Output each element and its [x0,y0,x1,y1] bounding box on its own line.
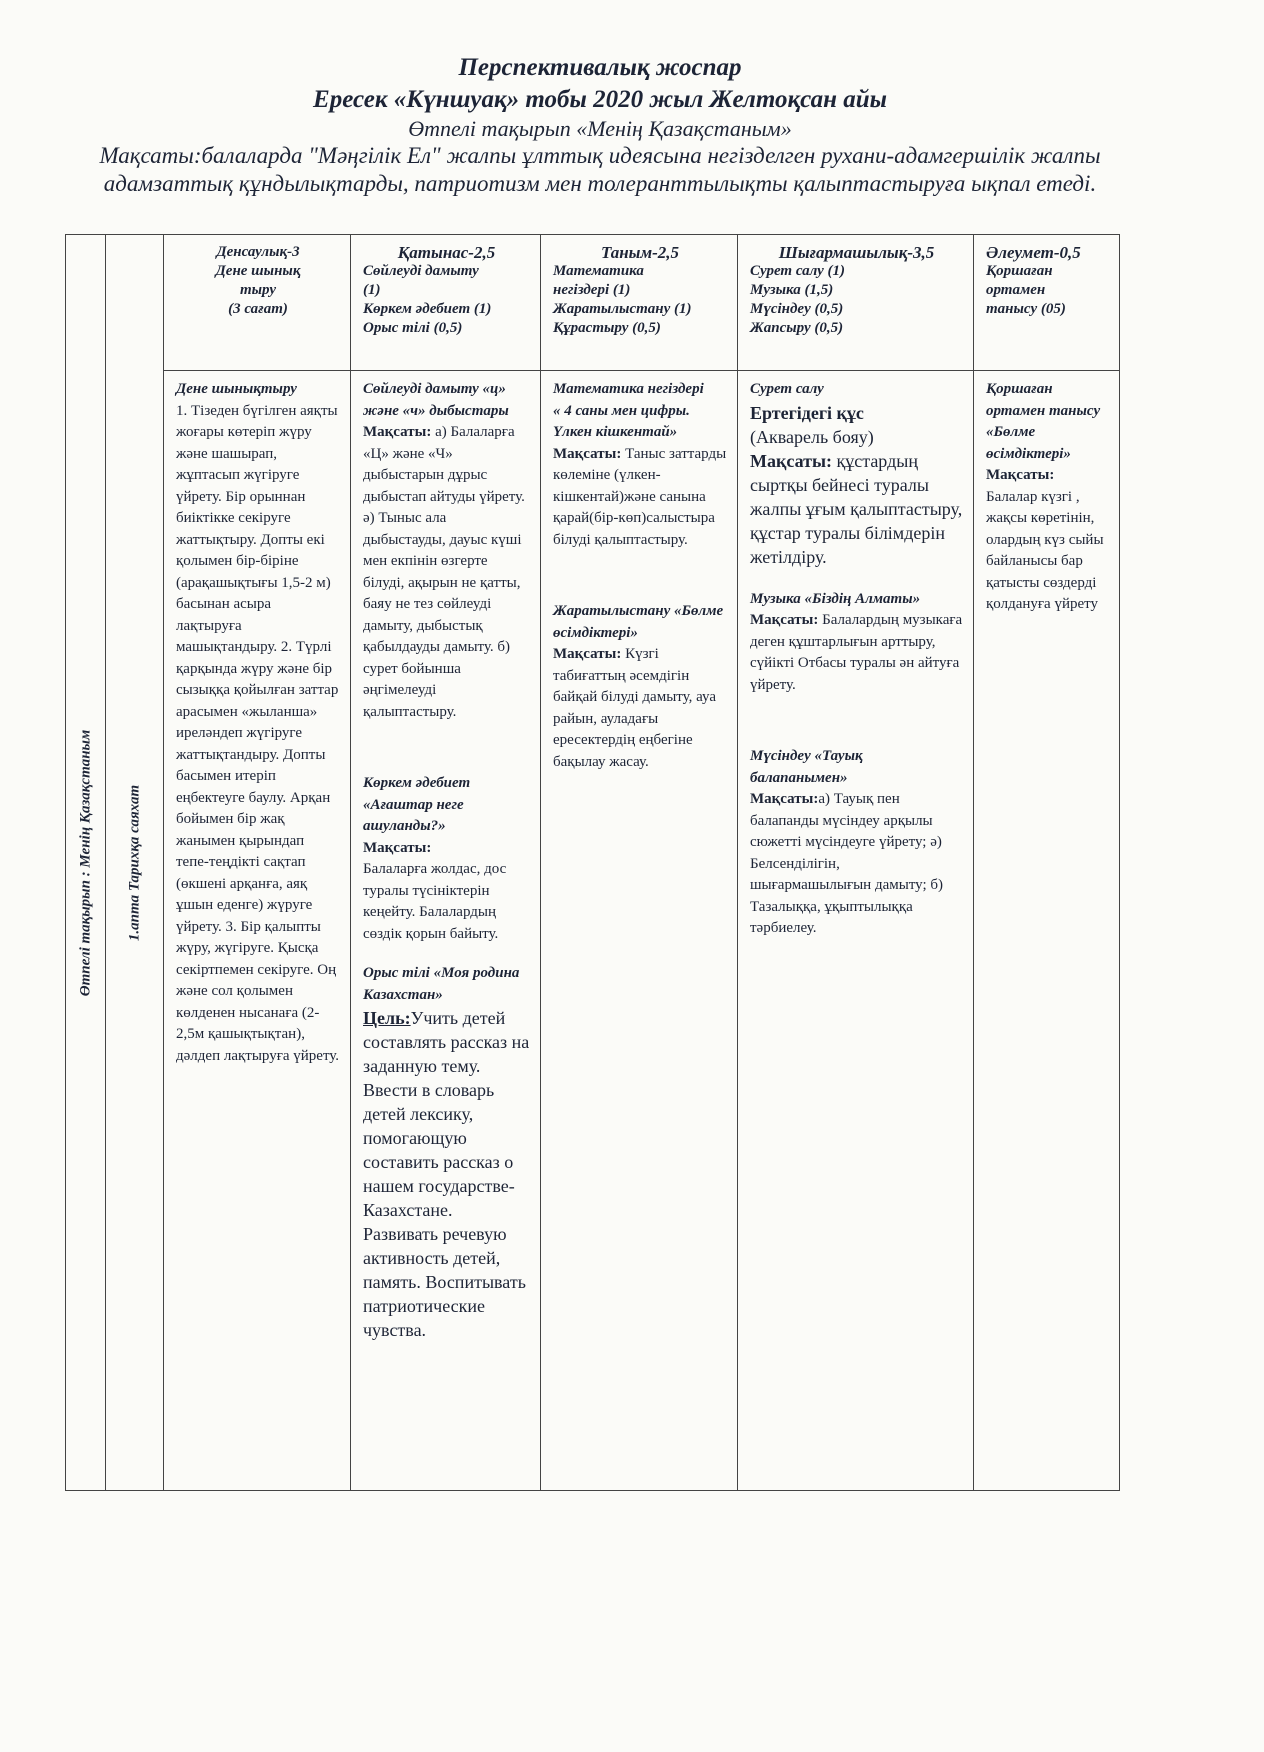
group-title: Ересек «Күншуақ» тобы 2020 жыл Желтоқсан айы [313,86,887,113]
russian-text: Учить детей составлять рассказ на заданную тему. Ввести в словарь детей лексику, помогающую составить рассказ о нашем государстве- Казахстане. Развивать речевую активность детей, память. Воспитывать патриотические чувства. [363,1008,530,1340]
drawing-text: құстардың сыртқы бейнесі туралы жалпы ұғым қалыптастыру, құстар туралы білімдерін жетілдіру. [750,450,963,567]
cell-social: Қоршаған ортамен танысу «Бөлме өсімдіктері» Мақсаты: Балалар күзгі , жақсы көретінін, олардың күз сыйы байланысы бар қатысты сөздерді қолдануға үйрету [974,371,1120,1491]
sculpting-text: а) Тауық пен балапанды мүсіндеу арқылы сюжетті мүсіндеуге үйрету; ә) Белсенділігін, шығармашылығын дамыту; б) Тазалыққа, ұқыптылыққа тәрбиелеу. [750,791,944,936]
content-row [66,371,1120,1491]
math-subtitle: « 4 саны мен цифры. Үлкен кішкентай» [553,402,690,440]
math-text: Таныс заттарды көлеміне (үлкен-кішкентай)және санына қарай(бір-көп)салыстыра білуді қалыптастыру. [553,445,727,548]
header-cognition: Таным-2,5 Математика негіздері (1) Жаратылыстану (1) Құрастыру (0,5) [541,235,738,371]
page-title: Перспективалық жоспар [458,54,742,81]
cell-cognition: Математика негіздері « 4 саны мен цифры. Үлкен кішкентай» Мақсаты: Таныс заттарды көлеміне (үлкен-кішкентай)және санына қарай(бір-көп)салыстыра білуді қалыптастыру. Жаратылыстану «Бөлме өсімдіктері» Мақсаты: Күзгі табиғаттың әсемдігін байқай білуді дамыту, ауа райын, ауладағы ересектердің еңбегіне бақылау жасау. [541,371,738,1491]
drawing-subtitle: Ертегідегі құс [750,402,864,423]
environment-title: Қоршаған ортамен танысу «Бөлме өсімдіктері» [986,381,1101,462]
theme-vertical-text: Өтпелі тақырып : Менің Қазақстаным [77,729,93,996]
header-communication: Қатынас-2,5 Сөйлеуді дамыту (1) Көркем әдебиет (1) Орыс тілі (0,5) [351,235,541,371]
russian-title: Орыс тілі «Моя родина Казахстан» [363,965,520,1003]
header-row [66,235,1120,371]
music-title: Музыка «Біздің Алматы» [750,590,921,607]
pe-text: 1. Тізеден бүгілген аяқты жоғары көтеріп жүру және шашырап, жұптасып жүгіруге үйрету. Бір орыннан биіктікке секіруге жаттықтыру. Допты екі қолымен бір-біріне (арақашықтығы 1,5-2 м) басынан асыра лақтыруға машықтандыру. 2. Түрлі қарқында жүру және бір сызыққа қойылған заттар арасымен «жыланша» иреләндеп жүгіруге жаттықтандыру. Допты басымен итеріп еңбектеуге баулу. Арқан бойымен бір жақ жанымен қырындап тепе-теңдікті сақтап (өкшені арқанға, аяқ ұшын еденге) жүруге үйрету. 3. Бір қалыпты жүру, жүгіруге. Қысқа секіртпемен секіруге. Оң және сол қолымен көлденен нысанаға (2-2,5м қашықтықтан), дәлдеп лақтыруға үйрету. [176,402,340,1064]
week-vertical-text: 1.апта Тарихқа саяхат [126,784,142,941]
header-social: Әлеумет-0,5 Қоршаған ортамен танысу (05) [974,235,1120,371]
environment-text: Балалар күзгі , жақсы көретінін, олардың күз сыйы байланысы бар қатысты сөздерді қолдануға үйрету [986,488,1104,612]
literature-title: Көркем әдебиет «Ағаштар неге ашуланды?» [363,775,471,834]
plan-table [65,234,1120,1491]
speech-title: Сөйлеуді дамыту «ц» және «ч» дыбыстары [363,381,509,419]
cell-physical-education [164,371,351,1491]
nature-text: Күзгі табиғаттың әсемдігін байқай білуді дамыту, ауа райын, ауладағы ересектердің еңбегіне бақылау жасау. [553,646,717,770]
literature-text: Балаларға жолдас, дос туралы түсініктерін кеңейту. Балалардың сөздік қорын байыту. [363,861,507,942]
cell-communication: Сөйлеуді дамыту «ц» және «ч» дыбыстары Мақсаты: а) Балаларға «Ц» және «Ч» дыбыстарын дұрыс дыбыстап айтуды үйрету. ә) Тыныс ала дыбыстауды, дауыс күші мен екпінін өзгерте білуді, ақырын не қатты, баяу не тез сөйлеуді дамыту, дыбыстық қабылдауды дамыту. б) сурет бойынша әңгімелеуді қалыптастыру. Көркем әдебиет «Ағаштар неге ашуланды?» Мақсаты: Балаларға жолдас, дос туралы түсініктерін кеңейту. Балалардың сөздік қорын байыту. Орыс тілі «Моя родина Казахстан» Цель:Учить детей составлять рассказ на заданную тему. Ввести в словарь детей лексику, помогающую составить рассказ о нашем государстве- Казахстане. Развивать речевую активность детей, память. Воспитывать патриотические чувства. [351,371,541,1491]
theme-cell [66,235,106,1491]
drawing-paint: (Акварель бояу) [750,426,874,447]
math-title: Математика негіздері [553,381,704,397]
header-health: Денсаулық-3 Дене шынық тыру (3 сағат) [164,235,351,371]
speech-text: а) Балаларға «Ц» және «Ч» дыбыстарын дұрыс дыбыстап айтуды үйрету. ә) Тыныс ала дыбыстауды, дауыс күші мен екпінін өзгерте білуді, ақырын не қатты, баяу не тез сөйлеуді дамыту, дыбыстық қабылдауды дамыту. б) сурет бойынша әңгімелеуді қалыптастыру. [363,424,525,720]
header-creativity: Шығармашылық-3,5 Сурет салу (1) Музыка (1,5) Мүсіндеу (0,5) Жапсыру (0,5) [738,235,974,371]
week-cell [106,235,164,1491]
nature-title: Жаратылыстану «Бөлме өсімдіктері» [553,603,724,641]
pe-title: Дене шынықтыру [176,381,297,397]
drawing-title: Сурет салу [750,381,824,397]
sculpting-title: Мүсіндеу «Тауық балапанымен» [750,748,863,786]
transition-theme: Өтпелі тақырып «Менің Қазақстаным» [408,116,792,141]
goal-text: Мақсаты:балаларда "Мәңгілік Ел" жалпы ұлттық идеясына негізделген рухани-адамгершілік жалпы адамзаттық құндылықтарды, патриотизм мен толеранттылықты қалыптастыруға ықпал етеді. [99,143,1101,196]
cell-creativity: Сурет салу Ертегідегі құс (Акварель бояу) Мақсаты: құстардың сыртқы бейнесі туралы жалпы ұғым қалыптастыру, құстар туралы білімдерін жетілдіру. Музыка «Біздің Алматы» Мақсаты: Балалардың музыкаға деген құштарлығын арттыру, сүйікті Отбасы туралы ән айтуға үйрету. Мүсіндеу «Тауық балапанымен» Мақсаты:а) Тауық пен балапанды мүсіндеу арқылы сюжетті мүсіндеуге үйрету; ә) Белсенділігін, шығармашылығын дамыту; б) Тазалыққа, ұқыптылыққа тәрбиелеу. [738,371,974,1491]
music-text: Балалардың музыкаға деген құштарлығын арттыру, сүйікті Отбасы туралы ән айтуға үйрету. [750,612,963,693]
document-header [60,52,1140,198]
